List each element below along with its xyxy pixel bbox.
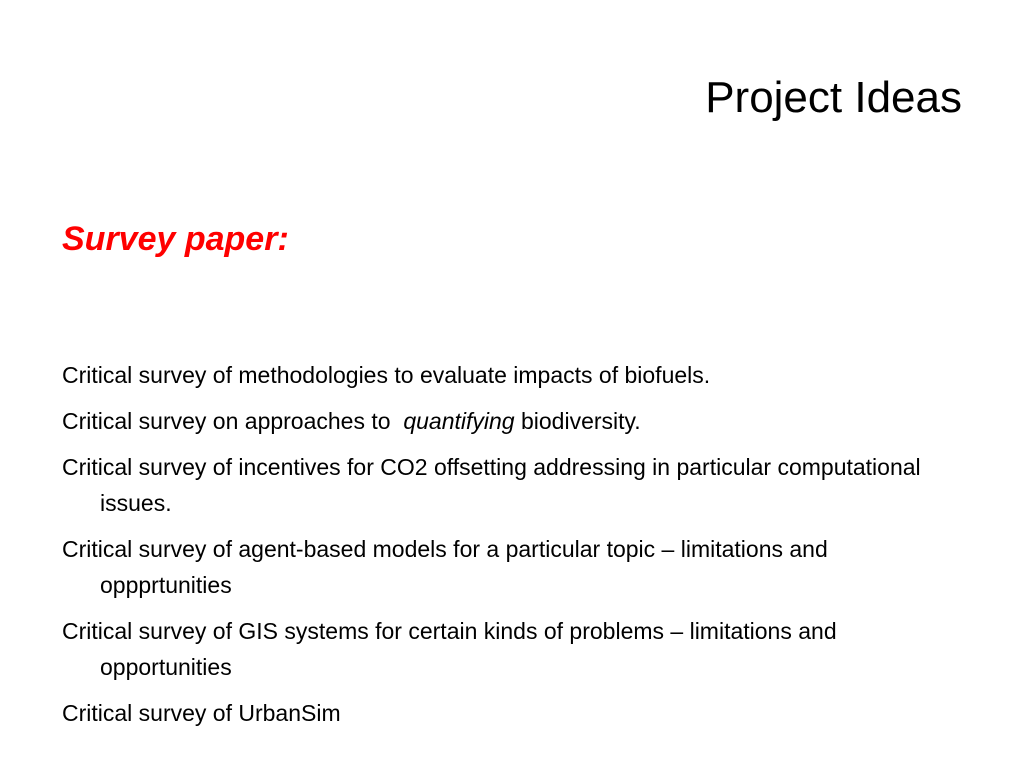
list-item-text: Critical survey of agent-based models for a particular topic – limitations and oppprtunities — [62, 536, 828, 598]
list-item-text: Critical survey of incentives for CO2 offsetting addressing in particular computational issues. — [62, 454, 921, 516]
slide-title: Project Ideas — [705, 73, 962, 122]
list-item-emphasis: quantifying — [403, 408, 515, 434]
list-item-text-after: biodiversity. — [514, 408, 641, 434]
list-item — [62, 695, 962, 731]
list-item — [62, 613, 962, 685]
list-item — [62, 531, 962, 603]
list-item — [62, 403, 962, 439]
list-item-text: Critical survey of GIS systems for certain kinds of problems – limitations and opportunities — [62, 618, 837, 680]
list-item-text: Critical survey of UrbanSim — [62, 700, 341, 726]
list-item-text: Critical survey of methodologies to evaluate impacts of biofuels. — [62, 362, 711, 388]
list-item — [62, 357, 962, 393]
list-item-text-before: Critical survey on approaches to — [62, 408, 404, 434]
survey-list — [62, 357, 962, 741]
slide-subtitle: Survey paper: — [62, 220, 289, 258]
list-item — [62, 449, 962, 521]
